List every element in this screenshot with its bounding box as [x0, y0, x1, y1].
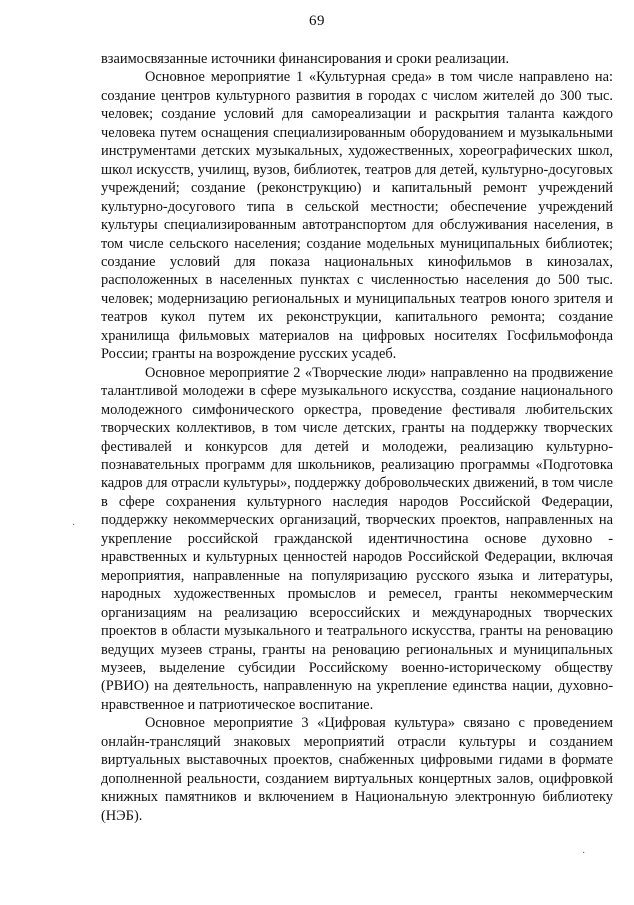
paragraph-culture-environment: Основное мероприятие 1 «Культурная среда» в том числе направлено на: создание центров культурного развития в городах с числом жителей до 300 тыс. человек; создание условий для самореализации и раскрытия таланта каждого человека путем оснащения специализированным оборудованием и музыкальными инструментами детских музыкальных, художественных, хореографических школ, школ искусств, училищ, вузов, библиотек, театров для детей, культурно-досуговых учреждений; создание (реконструкцию) и капитальный ремонт учреждений культурно-досугового типа в сельской местности; обеспечение учреждений культуры специализированным автотранспортом для обслуживания населения, в том числе сельского населения; создание модельных муниципальных библиотек; создание условий для показа национальных кинофильмов в кинозалах, расположенных в населенных пунктах с численностью населения до 500 тыс. человек; модернизацию региональных и муниципальных театров юного зрителя и театров кукол путем их реконструкции, капитального ремонта; создание хранилища фильмовых материалов на цифровых носителях Госфильмофонда России; гранты на возрождение русских усадеб. — [101, 69, 613, 363]
scan-speck-right: · — [582, 848, 586, 859]
paragraph-digital-culture: Основное мероприятие 3 «Цифровая культура» связано с проведением онлайн-трансляций знаковых мероприятий отрасли культуры и созданием виртуальных выставочных проектов, снабженных цифровыми гидами в формате дополненной реальности, созданием виртуальных концертных залов, оцифровкой книжных памятников и включением в Национальную электронную библиотеку (НЭБ). — [101, 715, 613, 824]
document-body — [101, 50, 613, 825]
scan-speck-left: · — [72, 520, 76, 531]
paragraph-creative-people: Основное мероприятие 2 «Творческие люди» направленно на продвижение талантливой молодежи в сфере музыкального искусства, создание национального молодежного симфонического оркестра, проведение фестиваля любительских творческих коллективов, в том числе детских, гранты на поддержку творческих фестивалей и конкурсов для детей и молодежи, реализацию культурно-познавательных программ для школьников, реализацию программы «Подготовка кадров для отрасли культуры», поддержку добровольческих движений, в том числе в сфере сохранения культурного наследия народов Российской Федерации, поддержку некоммерческих организаций, творческих проектов, направленных на укрепление российской гражданской идентичностина основе духовно - нравственных и культурных ценностей народов Российской Федерации, включая мероприятия, направленные на популяризацию русского языка и литературы, народных художественных промыслов и ремесел, гранты некоммерческим организациям на реализацию всероссийских и международных творческих проектов в области музыкального и театрального искусства, гранты на реновацию ведущих музеев страны, гранты на реновацию региональных и муниципальных музеев, выделение субсидии Российскому военно-историческому обществу (РВИО) на деятельность, направленную на укрепление единства нации, духовно-нравственное и патриотическое воспитание. — [101, 364, 613, 713]
paragraph-continuation: взаимосвязанные источники финансирования и сроки реализации. — [101, 51, 510, 67]
page-number: 69 — [309, 13, 325, 29]
